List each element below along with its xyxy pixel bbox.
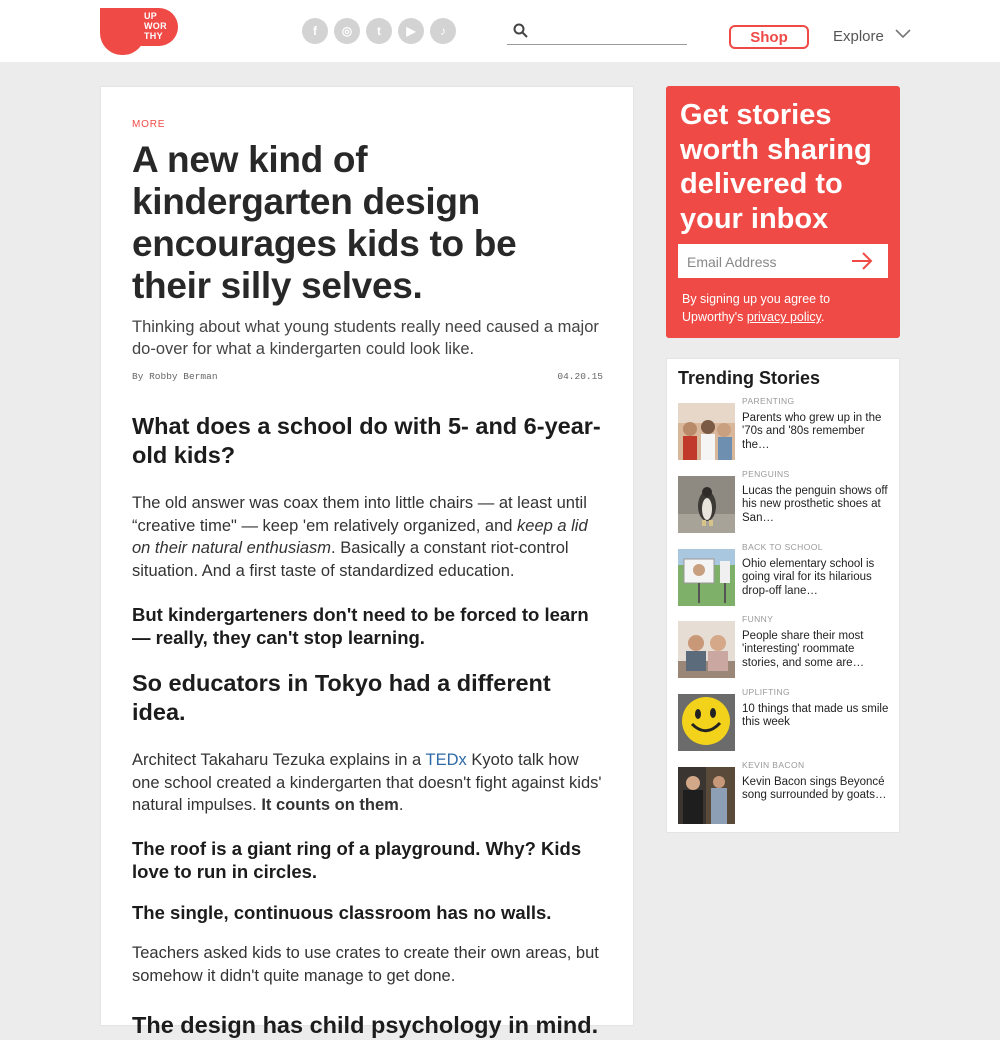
logo-text: UP WOR THY xyxy=(144,11,167,41)
trending-item[interactable] xyxy=(678,397,893,457)
trending-item[interactable] xyxy=(678,543,893,603)
trending-thumbnail[interactable] xyxy=(678,767,735,824)
paragraph-text: The old answer was coax them into little chairs — at least until “creative time" — keep 'em relatively organized, and xyxy=(132,494,587,535)
trending-stories xyxy=(666,358,900,833)
article-category[interactable]: MORE xyxy=(132,119,166,130)
privacy-policy-link[interactable]: privacy policy xyxy=(746,310,822,324)
trending-category[interactable]: UPLIFTING xyxy=(742,687,790,697)
trending-thumbnail[interactable] xyxy=(678,476,735,533)
trending-item[interactable] xyxy=(678,470,893,530)
article-subheading: The roof is a giant ring of a playground. Why? Kids love to run in circles. xyxy=(132,837,582,882)
paragraph-text: . xyxy=(398,796,404,815)
paragraph-text: Kyoto talk how one school created a kindergarten that doesn't fight against kids' natural impulses. xyxy=(132,750,602,815)
trending-title[interactable]: 10 things that made us smile this week xyxy=(742,703,889,729)
trending-category[interactable]: BACK TO SCHOOL xyxy=(742,542,823,552)
strong-text: It counts on them xyxy=(261,796,399,815)
article-heading: So educators in Tokyo had a different idea. xyxy=(132,669,551,725)
youtube-icon[interactable]: ▶ xyxy=(398,18,424,44)
trending-thumbnail[interactable] xyxy=(678,694,735,751)
email-field[interactable] xyxy=(685,250,849,274)
article-paragraph xyxy=(132,749,607,817)
site-header xyxy=(0,0,1000,62)
article-heading: The design has child psychology in mind. xyxy=(132,1012,599,1039)
article-date: 04.20.15 xyxy=(557,371,603,382)
legal-suffix: . xyxy=(821,310,825,324)
article-byline: By Robby Berman xyxy=(132,371,218,382)
article-subheading: The single, continuous classroom has no walls. xyxy=(132,901,552,923)
shop-button[interactable]: Shop xyxy=(729,25,809,49)
facebook-icon[interactable]: f xyxy=(302,18,328,44)
tedx-link[interactable]: TEDx xyxy=(425,750,467,769)
trending-title[interactable]: Parents who grew up in the '70s and '80s remember the… xyxy=(742,412,882,451)
signup-legal-text xyxy=(682,290,882,326)
trending-category[interactable]: PARENTING xyxy=(742,396,795,406)
instagram-icon[interactable]: ◎ xyxy=(334,18,360,44)
trending-title[interactable]: People share their most 'interesting' roommate stories, and some are… xyxy=(742,630,865,669)
trending-heading: Trending Stories xyxy=(678,368,821,388)
arrow-right-icon[interactable] xyxy=(851,251,873,271)
trending-item[interactable] xyxy=(678,615,893,675)
search-icon[interactable] xyxy=(513,23,528,38)
email-field-wrapper xyxy=(678,244,888,278)
article-dek: Thinking about what young students really need caused a major do-over for what a kindergarten could look like. xyxy=(132,318,599,358)
paragraph-text: Architect Takaharu Tezuka explains in a xyxy=(132,750,426,769)
explore-menu[interactable]: Explore xyxy=(833,28,884,45)
trending-category[interactable]: PENGUINS xyxy=(742,469,790,479)
search-bar xyxy=(507,20,687,45)
trending-item[interactable] xyxy=(678,688,893,748)
trending-category[interactable]: FUNNY xyxy=(742,614,774,624)
trending-title[interactable]: Kevin Bacon sings Beyoncé song surrounded by goats… xyxy=(742,776,887,802)
article-paragraph xyxy=(132,492,607,583)
legal-prefix: By signing up you agree to Upworthy's xyxy=(682,292,831,324)
twitter-icon[interactable]: t xyxy=(366,18,392,44)
article-paragraph: Teachers asked kids to use crates to create their own areas, but somehow it didn't quite manage to get done. xyxy=(132,943,599,985)
emphasis-text: keep a lid on their natural enthusiasm xyxy=(132,516,588,558)
social-links xyxy=(302,18,456,44)
upworthy-logo[interactable] xyxy=(100,8,178,55)
article-title: A new kind of kindergarten design encourages kids to be their silly selves. xyxy=(132,139,517,306)
article-body xyxy=(132,412,607,1040)
trending-title[interactable]: Lucas the penguin shows off his new prosthetic shoes at San… xyxy=(742,485,888,524)
trending-thumbnail[interactable] xyxy=(678,403,735,460)
trending-title[interactable]: Ohio elementary school is going viral for its hilarious drop-off lane… xyxy=(742,558,875,597)
trending-thumbnail[interactable] xyxy=(678,549,735,606)
newsletter-signup xyxy=(666,86,900,338)
article-card xyxy=(100,86,634,1039)
article-subheading: But kindergarteners don't need to be forced to learn — really, they can't stop learning. xyxy=(132,603,589,648)
trending-category[interactable]: KEVIN BACON xyxy=(742,760,805,770)
trending-thumbnail[interactable] xyxy=(678,621,735,678)
trending-item[interactable] xyxy=(678,761,893,821)
tiktok-icon[interactable]: ♪ xyxy=(430,18,456,44)
search-input[interactable] xyxy=(537,20,689,44)
chevron-down-icon[interactable] xyxy=(895,29,911,39)
newsletter-heading: Get stories worth sharing delivered to your inbox xyxy=(680,99,872,235)
article-heading: What does a school do with 5- and 6-year-old kids? xyxy=(132,413,601,468)
paragraph-text: . Basically a constant riot-control situation. And a first taste of standardized education. xyxy=(132,539,569,581)
